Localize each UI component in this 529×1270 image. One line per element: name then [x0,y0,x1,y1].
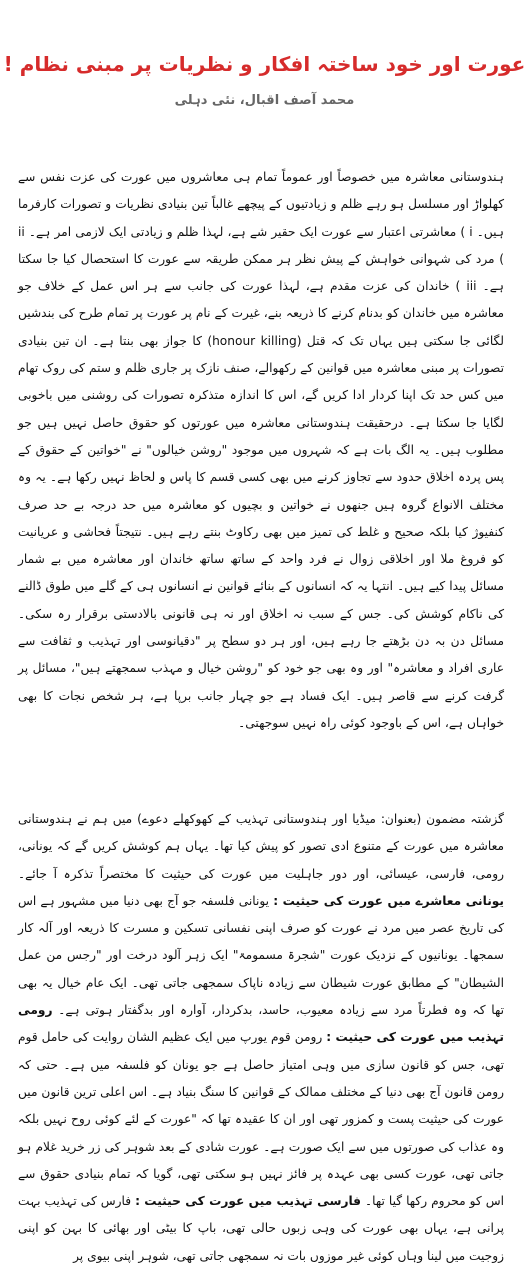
heading-roman: رومی تہذیب میں عورت کی حیثیت : [18,1003,504,1045]
roman-text: رومن قوم یورپ میں ایک عظیم الشان روایت کی حامل قوم تھی، جس کو قانون سازی میں وہی امتیاز حاصل ہے جو یونان کو فلسفہ میں ہے۔ حتی کہ رومن قانون آج بھی دنیا کے مختلف ممالک کے قوانین کا سنگ بنیاد ہے۔ اس اعلی ترین قانون میں عورت کی حیثیت پست و کمزور تھی اور ان کا عقیدہ تھا کہ "عورت کے لئے کوئی روح نہیں بلکہ وہ عذاب کی صورتوں میں سے ایک صورت ہے۔ عورت شادی کے بعد شوہر کی زر خرید غلام ہو جاتی تھی، عورت کسی بھی عہدہ پر فائز نہیں ہو سکتی تھی، گویا کہ تمام بنیادی حقوق سے اس کو محروم رکھا گیا تھا۔ [18,1030,504,1209]
persian-text: فارس کی تہذیب بہت پرانی ہے، یہاں بھی عورت کی وہی زبوں حالی تھی، باپ کا بیٹی اور بھائی کا بہن کو اپنی زوجیت میں لینا وہاں کوئی غیر موزوں بات نہ سمجھی جاتی تھی، شوہر اپنی بیوی پر [18,1194,504,1263]
article-title: عورت اور خود ساختہ افکار و نظریات پر مبنی نظام ! [3,52,526,76]
article-author: محمد آصف اقبال، نئی دہلی [174,93,355,108]
paragraph-history [18,806,504,1263]
paragraph-intro: ہندوستانی معاشرہ میں خصوصاً اور عموماً تمام ہی معاشروں میں عورت کی عزت نفس سے کھلواڑ اور مسلسل ہو رہے ظلم و زیادتیوں کے پیچھے غالباً تین بنیادی نظریات و تصورات کارفرما ہیں۔ i ) معاشرتی اعتبار سے عورت ایک حقیر شے ہے، لہذا ظلم و زیادتی ایک لازمی امر ہے۔ ii ) مرد کی شہوانی خواہش کے پیش نظر ہر ممکن طریقہ سے عورت کا استحصال کیا جا سکتا ہے۔ iii ) خاندان کی عزت مقدم ہے، لہذا عورت کی جانب سے ہر اس عمل کے خلاف جو معاشرہ میں خاندان کو بدنام کرنے کا ذریعہ بنے، غیرت کے نام پر عورت پر تمام طرح کی بندشیں لگائی جا سکتی ہیں یہاں تک کہ قتل (honour killing) کا جواز بھی بنتا ہے۔ ان تین بنیادی تصورات پر مبنی معاشرہ میں قوانین کے رکھوالے، صنف نازک پر جاری ظلم و ستم کی روک تھام میں کس حد تک اپنا کردار ادا کریں گے، اس کا اندازہ متذکرہ تصورات کی روشنی میں باخوبی لگایا جا سکتا ہے۔ درحقیقت ہندوستانی معاشرہ میں عورتوں کو حقوق حاصل نہیں ہیں جو مطلوب ہیں۔ یہ الگ بات ہے کہ شہروں میں موجود "روشن خیالوں" نے "خواتین کے حقوق کے پس پردہ اخلاق حدود سے تجاوز کرنے میں بھی کسی قسم کا پاس و لحاظ نہیں رکھا ہے۔ یہ وہ مختلف الانواع گروہ ہیں جنھوں نے خواتین و بچیوں کو معاشرہ میں حد درجہ بے حد صرف کنفیوژ کیا بلکہ صحیح و غلط کی تمیز میں بھی رکاوٹ بنتے رہے ہیں۔ نتیجتاً فحاشی و عریانیت کو فروغ ملا اور اخلاقی زوال نے فرد واحد کے ساتھ ساتھ خاندان اور معاشرہ میں بے شمار مسائل پیدا کیے ہیں۔ انتہا یہ کہ انسانوں کے بنائے قوانین نے انسانوں ہی کے گلے میں طوق ڈالنے کی ناکام کوشش کی۔ جس کے سبب نہ اخلاق اور نہ ہی قانونی بالادستی برقرار رہ سکی۔ مسائل دن بہ دن بڑھتے جا رہے ہیں، اور ہر دو سطح پر "دقیانوسی اور تہذیب و ثقافت سے عاری افراد و معاشرہ" اور وہ بھی جو خود کو "روشن خیال و مہذب سمجھتے ہیں"، مسائل پر گرفت کرنے سے قاصر ہیں۔ ایک فساد ہے جو چہار جانب برپا ہے، ہر شخص نجات کا بھی خواہاں ہے، اس کے باوجود کوئی راہ نہیں سوجھتی۔ [18,170,504,730]
heading-persian: فارسی تہذیب میں عورت کی حیثیت : [135,1194,362,1209]
heading-greek: یونانی معاشرے میں عورت کی حیثیت : [273,893,504,908]
paragraph-history-intro: گزشتہ مضمون (بعنوان: میڈیا اور ہندوستانی تہذیب کے کھوکھلے دعوے) میں ہم نے ہندوستانی معاشرہ میں عورت کے متنوع ادی تصور کو پیش کیا تھا۔ یہاں ہم کوشش کریں گے کہ یونانی، رومی، فارسی، عیسائی، اور دور جاہلیت میں عورت کی حیثیت کا مختصراً تذکرہ آ جائے۔ [18,812,504,881]
greek-text: یونانی فلسفہ جو آج بھی دنیا میں مشہور ہے اس کی تاریخ عصر میں مرد نے عورت کو صرف اپنی نفسانی تسکین و مسرت کا ذریعہ اور آلہ کار سمجھا۔ یونانیوں کے نزدیک عورت "شجرۃ مسمومۃ" ایک زہر آلود درخت اور "رجس من عمل الشیطان" کے مطابق عورت شیطان سے زیادہ ناپاک سمجھی جاتی تھی۔ ایک عام خیال یہ بھی تھا کہ وہ فطرتاً مرد سے زیادہ معیوب، حاسد، بدکردار، آوارہ اور بدگفتار ہوتی ہے۔ [18,893,504,1018]
